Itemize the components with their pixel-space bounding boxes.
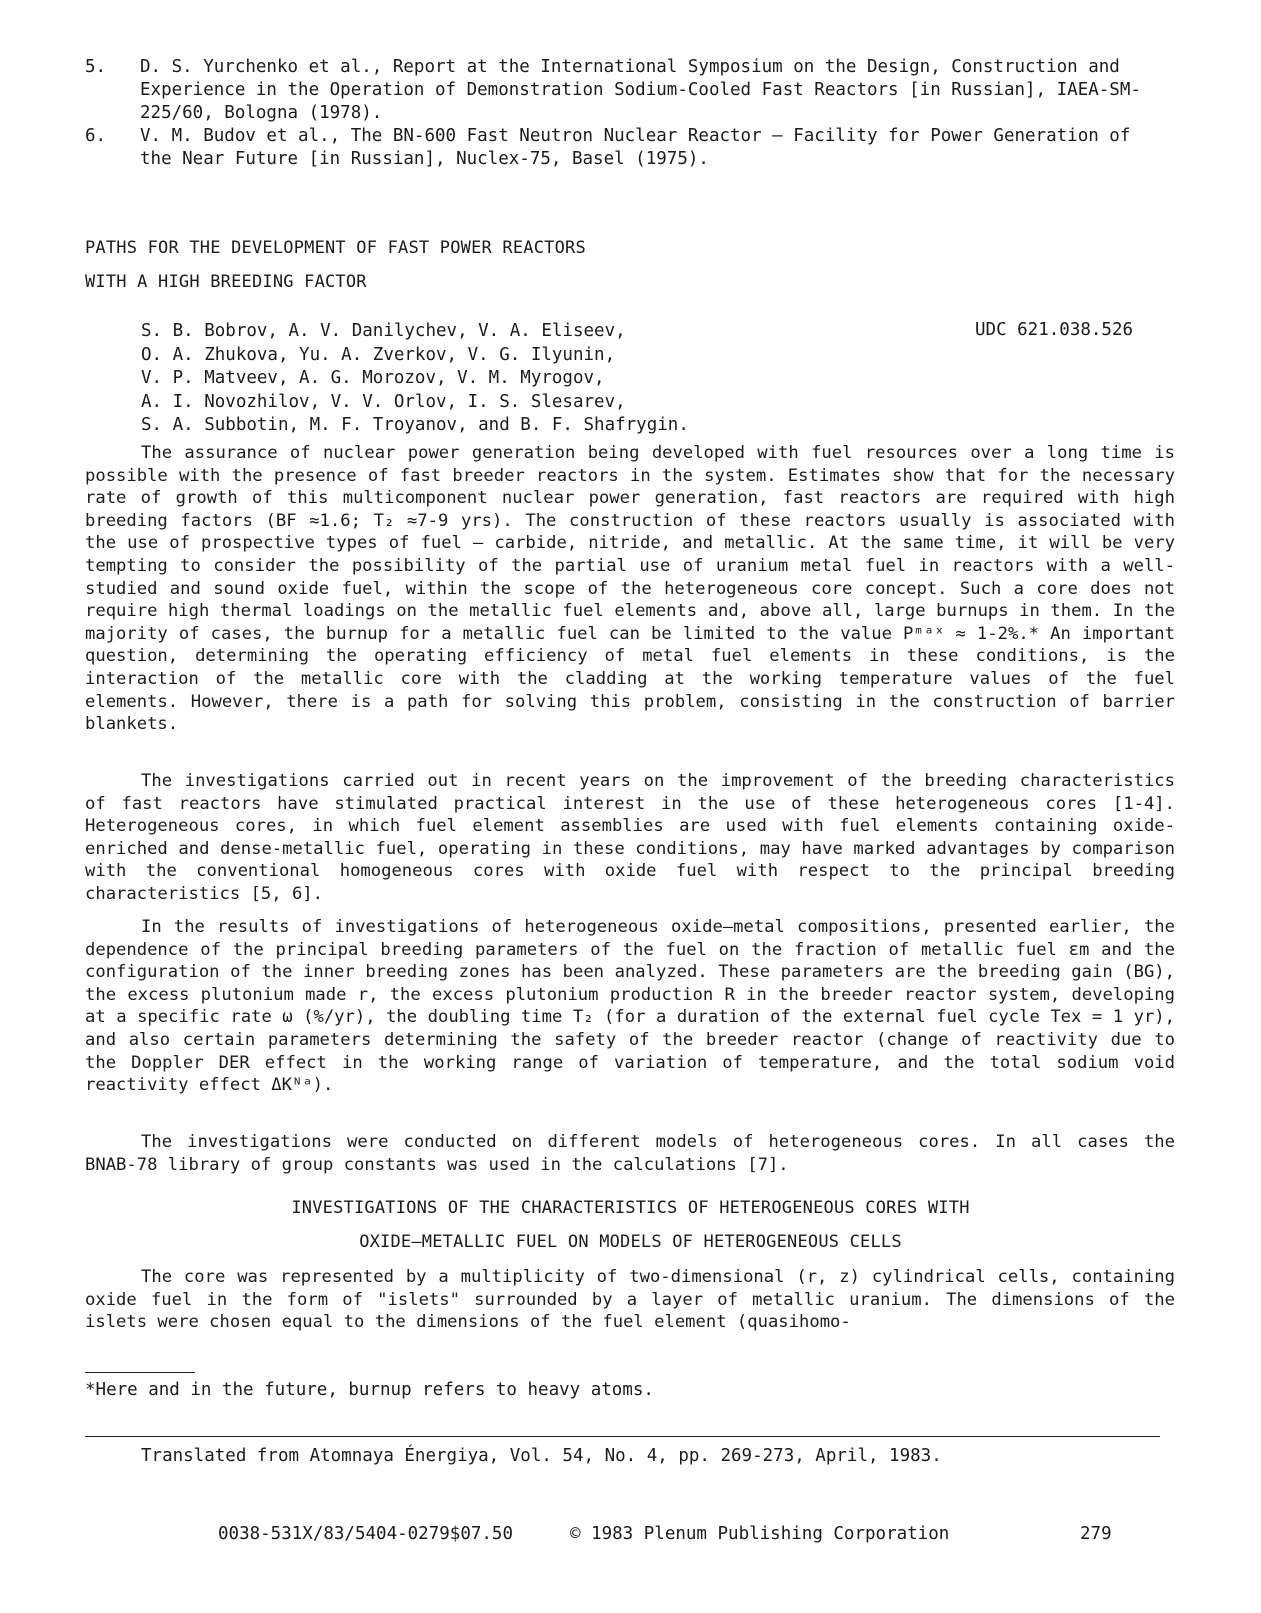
author-line: S. B. Bobrov, A. V. Danilychev, V. A. Eliseev, xyxy=(141,321,626,341)
author-line: A. I. Novozhilov, V. V. Orlov, I. S. Slesarev, xyxy=(141,391,626,412)
section-heading-line-2: OXIDE—METALLIC FUEL ON MODELS OF HETEROGENEOUS CELLS xyxy=(359,1232,902,1252)
reference-text: V. M. Budov et al., The BN-600 Fast Neutron Nuclear Reactor — Facility for Power Generation of the Near Future [in Russian], Nuclex-75, Basel (1975). xyxy=(140,126,1131,169)
author-list xyxy=(141,320,689,438)
author-line: O. A. Zhukova, Yu. A. Zverkov, V. G. Ilyunin, xyxy=(141,344,616,365)
section-heading-line-1: INVESTIGATIONS OF THE CHARACTERISTICS OF HETEROGENEOUS CORES WITH xyxy=(291,1198,970,1218)
footer-divider xyxy=(85,1436,1160,1437)
body-paragraph: In the results of investigations of heterogeneous oxide—metal compositions, presented earlier, the dependence of the principal breeding parameters of the fuel on the fraction of metallic fuel εm and the configuration of the inner breeding zones has been analyzed. These parameters are the breeding gain (BG), the excess plutonium made r, the excess plutonium production R in the breeder reactor system, developing at a specific rate ω (%/yr), the doubling time T₂ (for a duration of the external fuel cycle Tex = 1 yr), and also certain parameters determining the safety of the breeder reactor (change of reactivity due to the Doppler DER effect in the working range of variation of temperature, and the total sodium void reactivity effect ΔKᴺᵃ). xyxy=(85,917,1175,1096)
body-paragraph: The assurance of nuclear power generation being developed with fuel resources over a long time is possible with the presence of fast breeder reactors in the system. Estimates show that for the necessary rate of growth of this multicomponent nuclear power generation, fast reactors are required with high breeding factors (BF ≈1.6; T₂ ≈7-9 yrs). The construction of these reactors usually is associated with the use of prospective types of fuel — carbide, nitride, and metallic. At the same time, it will be very tempting to consider the possibility of the partial use of uranium metal fuel in reactors with a well-studied and sound oxide fuel, within the scope of the heterogeneous core concept. Such a core does not require high thermal loadings on the metallic fuel elements and, above all, large burnups in them. In the majority of cases, the burnup for a metallic fuel can be limited to the value Pᵐᵃˣ ≈ 1-2%.* An important question, determining the operating efficiency of metal fuel elements in these conditions, is the interaction of the metallic core with the cladding at the working temperature values of the fuel elements. However, there is a path for solving this problem, consisting in the construction of barrier blankets. xyxy=(85,443,1175,735)
reference-item xyxy=(85,56,1165,125)
reference-number: 5. xyxy=(85,57,107,77)
body-paragraph: The core was represented by a multiplicity of two-dimensional (r, z) cylindrical cells, containing oxide fuel in the form of "islets" surrounded by a layer of metallic uranium. The dimensions of the islets were chosen equal to the dimensions of the fuel element (quasihomo- xyxy=(85,1267,1175,1333)
udc-code: UDC 621.038.526 xyxy=(975,320,1134,340)
article-title-line-2: WITH A HIGH BREEDING FACTOR xyxy=(85,272,367,292)
body-paragraph: The investigations were conducted on different models of heterogeneous cores. In all cases the BNAB-78 library of group constants was used in the calculations [7]. xyxy=(85,1132,1175,1175)
body-paragraph: The investigations carried out in recent years on the improvement of the breeding characteristics of fast reactors have stimulated practical interest in the use of these heterogeneous cores [1-4]. Heterogeneous cores, in which fuel element assemblies are used with fuel elements containing oxide-enriched and dense-metallic fuel, operating in these conditions, may have marked advantages by comparison with the conventional homogeneous cores with oxide fuel with respect to the principal breeding characteristics [5, 6]. xyxy=(85,771,1175,904)
copyright-notice: © 1983 Plenum Publishing Corporation xyxy=(570,1524,950,1544)
footnote-divider xyxy=(85,1372,195,1373)
publication-code: 0038-531X/83/5404-0279$07.50 xyxy=(218,1524,514,1544)
article-title-line-1: PATHS FOR THE DEVELOPMENT OF FAST POWER REACTORS xyxy=(85,238,586,258)
footnote: *Here and in the future, burnup refers to heavy atoms. xyxy=(85,1380,654,1400)
author-line: S. A. Subbotin, M. F. Troyanov, and B. F. Shafrygin. xyxy=(141,415,689,435)
author-line: V. P. Matveev, A. G. Morozov, V. M. Myrogov, xyxy=(141,368,605,388)
reference-item xyxy=(85,125,1165,171)
translation-note: Translated from Atomnaya Énergiya, Vol. 54, No. 4, pp. 269-273, April, 1983. xyxy=(141,1446,942,1466)
reference-number: 6. xyxy=(85,126,107,146)
page-number: 279 xyxy=(1080,1524,1112,1544)
reference-text: D. S. Yurchenko et al., Report at the International Symposium on the Design, Construction and Experience in the Operation of Demonstration Sodium-Cooled Fast Reactors [in Russian], IAEA-SM-225/60, Bologna (1978). xyxy=(140,57,1141,123)
